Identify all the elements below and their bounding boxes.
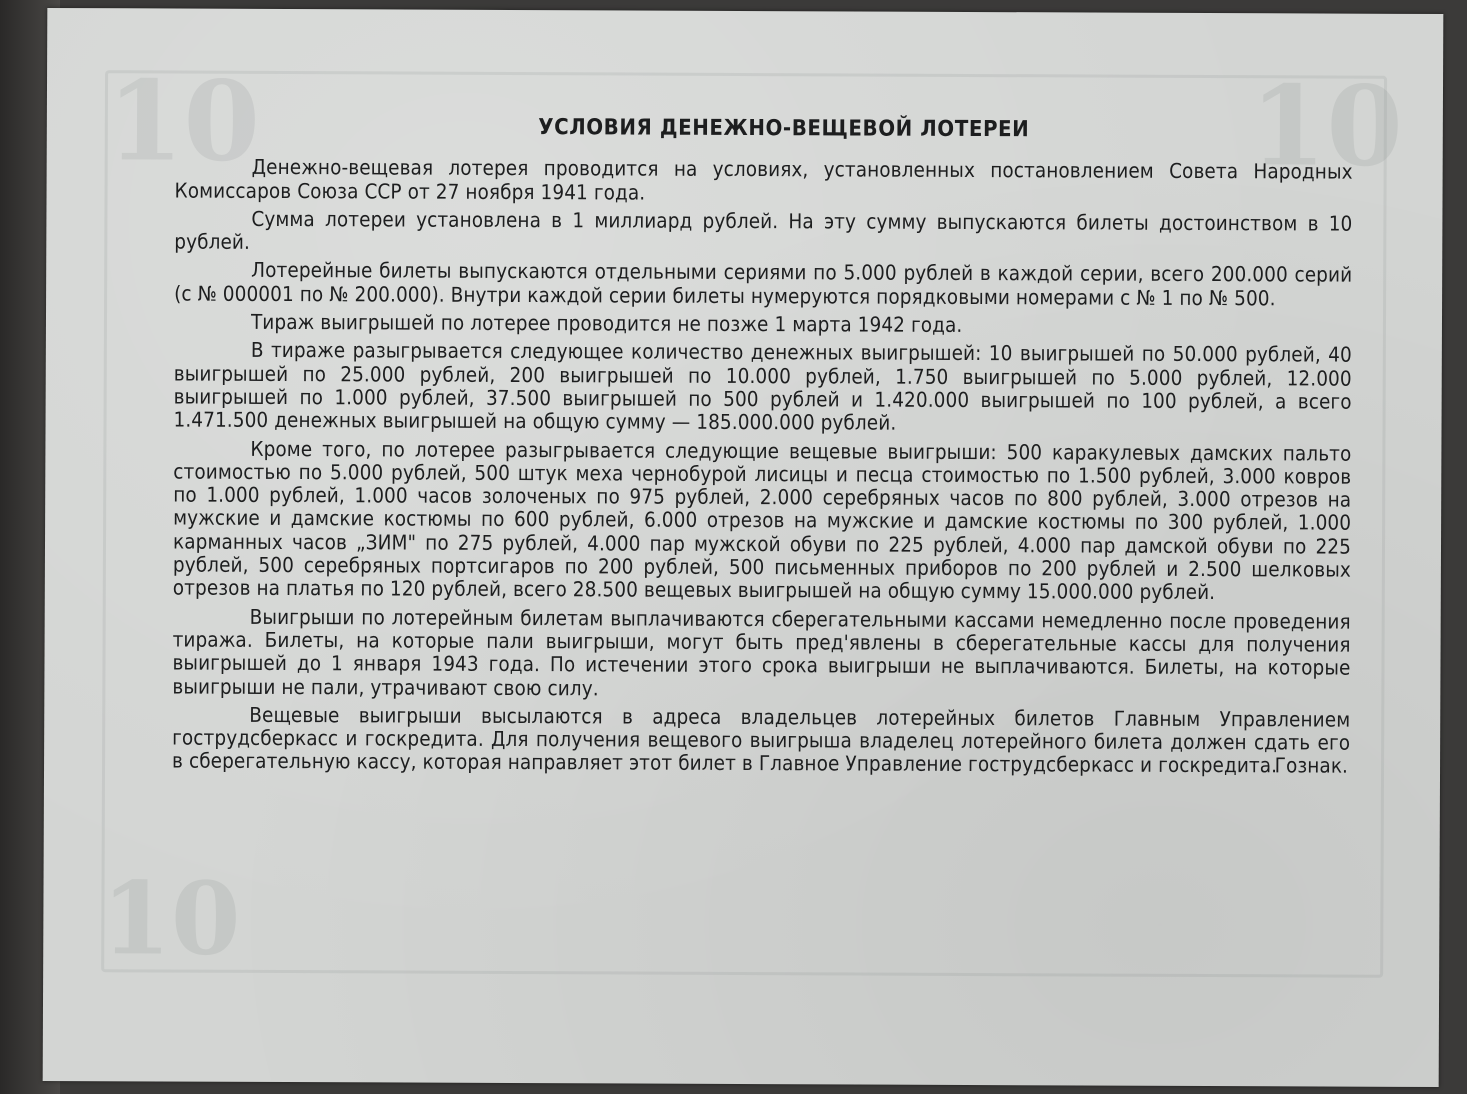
paragraph-goods-prizes: Кроме того, по лотерее разыгрывается следующие вещевые выигрыши: 500 каракулевых дамских пальто стоимостью по 5.000 рублей, 500 штук меха чернобурой лисицы и песца стоимостью по 1.500 рублей, 3.000 ковров по 1.000 рублей, 1.000 часов золоченых по 975 рублей, 2.000 серебряных часов по 800 рублей, 3.000 отрезов на мужские и дамские костюмы по 600 рублей, 6.000 отрезов на мужские и дамские костюмы по 300 рублей, 1.000 карманных часов „ЗИМ" по 275 рублей, 4.000 пар мужской обуви по 225 рублей, 4.000 пар дамской обуви по 225 рублей, 500 серебряных портсигаров по 200 рублей, 500 письменных приборов по 200 рублей и 2.500 шелковых отрезов на платья по 120 рублей, всего 28.500 вещевых выигрышей на общую сумму 15.000.000 рублей.: [172, 436, 1352, 605]
printer-signature: Гознак.: [1274, 753, 1349, 779]
paragraph-goods-delivery: Вещевые выигрыши высылаются в адреса владельцев лотерейных билетов Главным Управлением гострудсберкасс и госкредита. Для получения вещевого выигрыша владелец лотерейного билета должен сдать его в сберегательную кассу, которая направляет этот билет в Главное Управление гострудсберкасс и госкредита.: [172, 702, 1351, 778]
show-through-numeral-top-right: 10: [1249, 61, 1404, 191]
paragraph-draw-date: Тираж выигрышей по лотерее проводится не позже 1 марта 1942 года.: [250, 309, 963, 338]
lottery-ticket-back: [43, 8, 1444, 1087]
paragraph-legal-basis: Денежно-вещевая лотерея проводится на условиях, установленных постановлением Совета Народных Комиссаров Союза ССР от 27 ноября 1941 года.: [174, 155, 1353, 205]
document-title: УСЛОВИЯ ДЕНЕЖНО-ВЕЩЕВОЙ ЛОТЕРЕИ: [538, 115, 1030, 143]
conditions-text: [172, 115, 1353, 784]
paragraph-series: Лотерейные билеты выпускаются отдельными сериями по 5.000 рублей в каждой серии, всего 200.000 серий (с № 000001 по № 200.000). Внутри каждой серии билеты нумеруются порядковыми номерами с № 1 по № 500.: [174, 258, 1353, 311]
show-through-numeral-top-left: 10: [106, 56, 261, 186]
paragraph-cash-prizes: В тираже разыгрывается следующее количество денежных выигрышей: 10 выигрышей по 50.000 рублей, 40 выигрышей по 25.000 рублей, 200 выигрышей по 10.000 рублей, 1.750 выигрышей по 5.000 рублей, 12.000 выигрышей по 1.000 рублей, 37.500 выигрышей по 500 рублей и 1.420.000 выигрышей по 100 рублей, а всего 1.471.500 денежных выигрышей на общую сумму — 185.000.000 рублей.: [173, 338, 1352, 435]
paragraph-payout: Выигрыши по лотерейным билетам выплачиваются сберегательными кассами немедленно после проведения тиража. Билеты, на которые пали выигрыши, могут быть пред'явлены в сберегательные кассы для получения выигрышей до 1 января 1943 года. По истечении этого срока выигрыши не выплачиваются. Билеты, на которые выигрыши не пали, утрачивают свою силу.: [172, 604, 1351, 700]
show-through-numeral-bottom-left: 10: [101, 859, 241, 978]
paragraph-lottery-sum: Сумма лотереи установлена в 1 миллиард рублей. На эту сумму выпускаются билеты достоинством в 10 рублей.: [174, 206, 1353, 255]
